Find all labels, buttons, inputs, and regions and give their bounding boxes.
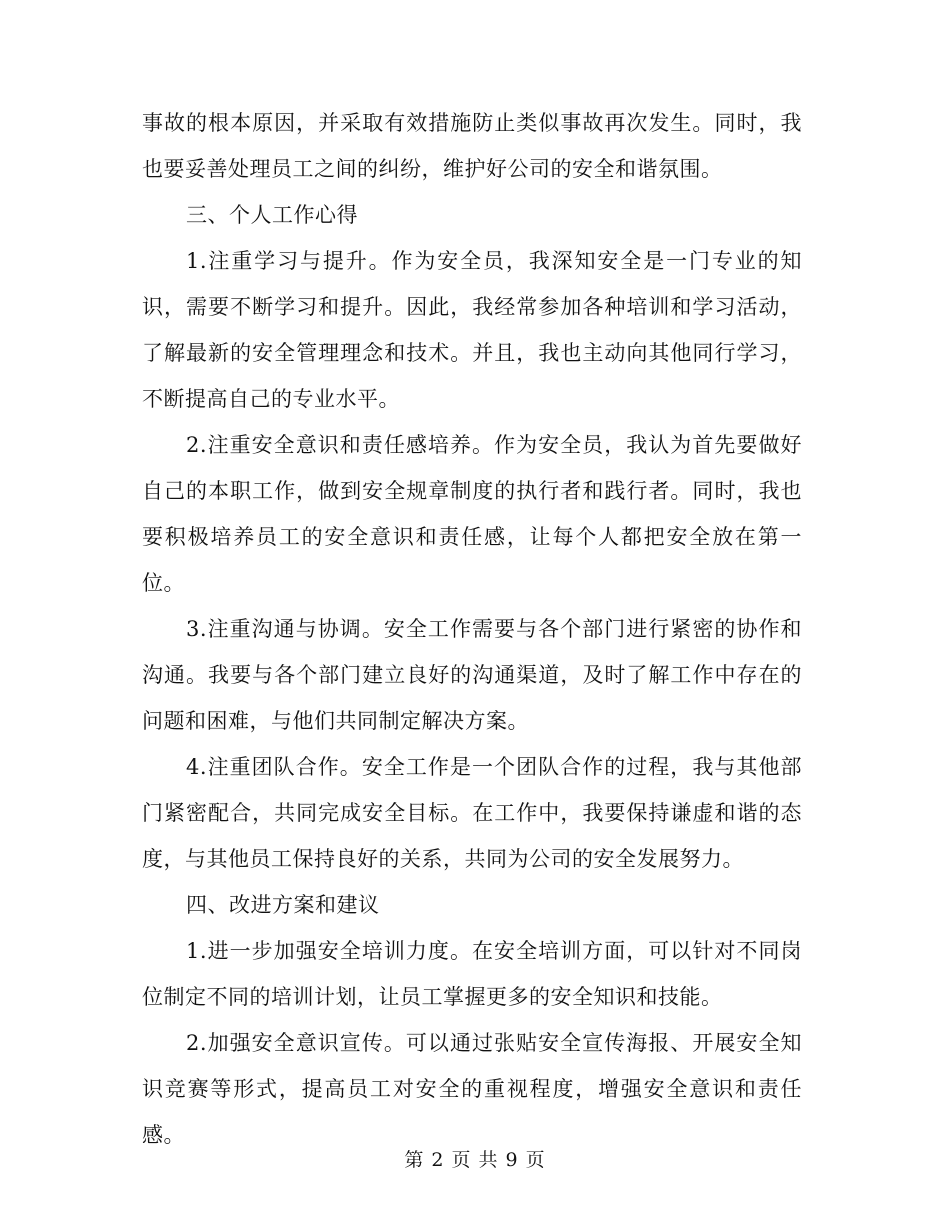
paragraph-item-2: 2.注重安全意识和责任感培养。作为安全员，我认为首先要做好自己的本职工作，做到安全规章制度的执行者和践行者。同时，我也要积极培养员工的安全意识和责任感，让每个人都把安全放在第一位。 bbox=[142, 433, 802, 595]
paragraph-item-3: 3.注重沟通与协调。安全工作需要与各个部门进行紧密的协作和沟通。我要与各个部门建立良好的沟通渠道，及时了解工作中存在的问题和困难，与他们共同制定解决方案。 bbox=[142, 617, 802, 733]
suggestion-item-2: 2.加强安全意识宣传。可以通过张贴安全宣传海报、开展安全知识竞赛等形式，提高员工对安全的重视程度，增强安全意识和责任感。 bbox=[142, 1031, 802, 1147]
suggestion-item-1: 1.进一步加强安全培训力度。在安全培训方面，可以针对不同岗位制定不同的培训计划，让员工掌握更多的安全知识和技能。 bbox=[142, 939, 802, 1009]
section-heading-3: 三、个人工作心得 bbox=[186, 203, 358, 227]
paragraph-item-4: 4.注重团队合作。安全工作是一个团队合作的过程，我与其他部门紧密配合，共同完成安全目标。在工作中，我要保持谦虚和谐的态度，与其他员工保持良好的关系，共同为公司的安全发展努力。 bbox=[142, 755, 802, 871]
page-number-footer: 第 2 页 共 9 页 bbox=[404, 1149, 546, 1171]
paragraph-item-1: 1.注重学习与提升。作为安全员，我深知安全是一门专业的知识，需要不断学习和提升。因此，我经常参加各种培训和学习活动，了解最新的安全管理理念和技术。并且，我也主动向其他同行学习，不断提高自己的专业水平。 bbox=[142, 249, 802, 411]
paragraph-continuation: 事故的根本原因，并采取有效措施防止类似事故再次发生。同时，我也要妥善处理员工之间的纠纷，维护好公司的安全和谐氛围。 bbox=[142, 111, 802, 181]
section-heading-4: 四、改进方案和建议 bbox=[186, 893, 380, 917]
document-body bbox=[142, 100, 802, 1158]
